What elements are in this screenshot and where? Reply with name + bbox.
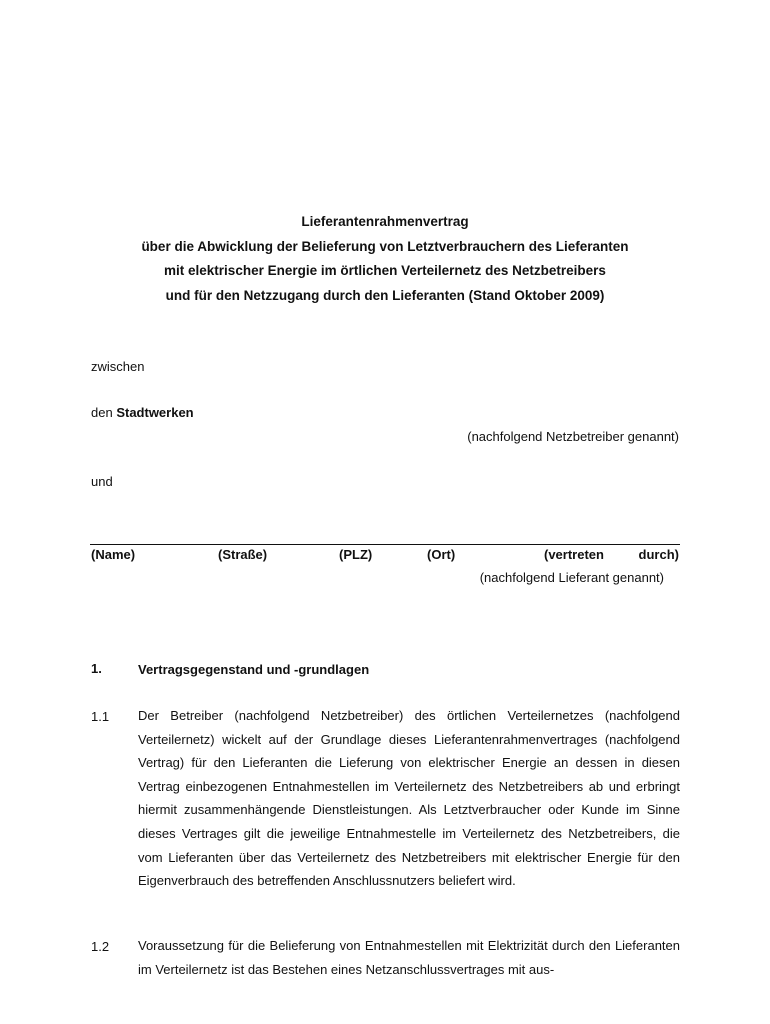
and-label: und bbox=[91, 474, 113, 489]
second-party-note: (nachfolgend Lieferant genannt) bbox=[479, 570, 664, 585]
field-zip: (PLZ) bbox=[339, 547, 373, 562]
title-line-2: über die Abwicklung der Belieferung von Letztverbrauchern des Lieferanten bbox=[141, 238, 629, 254]
clause-1-2-text: Voraussetzung für die Belieferung von Entnahmestellen mit Elektrizität durch den Lieferanten im Verteilernetz ist das Bestehen eines Netzanschlussvertrages mit aus- bbox=[138, 938, 680, 977]
clause-1-1-number: 1.1 bbox=[91, 709, 110, 724]
title-line-3: mit elektrischer Energie im örtlichen Verteilernetz des Netzbetreibers bbox=[164, 263, 606, 278]
section-1-number: 1. bbox=[91, 661, 102, 676]
title-line-1: Lieferantenrahmenvertrag bbox=[301, 214, 469, 229]
document-title bbox=[0, 210, 770, 308]
first-party-prefix: den bbox=[91, 405, 117, 420]
field-name: (Name) bbox=[91, 547, 136, 562]
signature-line bbox=[90, 544, 680, 545]
field-city: (Ort) bbox=[427, 547, 456, 562]
title-line-4: und für den Netzzugang durch den Lieferanten (Stand Oktober 2009) bbox=[165, 287, 605, 303]
field-by: durch) bbox=[638, 547, 679, 562]
section-1-heading: Vertragsgegenstand und -grundlagen bbox=[138, 662, 370, 677]
first-party-name: Stadtwerken bbox=[116, 405, 194, 420]
between-label: zwischen bbox=[91, 359, 145, 374]
field-street: (Straße) bbox=[218, 547, 268, 562]
first-party-note: (nachfolgend Netzbetreiber genannt) bbox=[467, 429, 679, 444]
first-party bbox=[91, 404, 194, 422]
clause-1-2-number: 1.2 bbox=[91, 939, 110, 954]
clause-1-1-text: Der Betreiber (nachfolgend Netzbetreiber) des örtlichen Verteilernetzes (nachfolgend Verteilernetz) wickelt auf der Grundlage dieses Lieferantenrahmenvertrages (nachfolgend Vertrag) für den Lieferanten die Lieferung von elektrischer Energie an dessen in diesen Vertrag einbezogenen Entnahmestellen im Verteilernetz des Netzbetreibers ab und erbringt hiermit zusammenhängende Dienstleistungen. Als Letztverbraucher oder Kunde im Sinne dieses Vertrages gilt die jeweilige Entnahmestelle im Verteilernetz des Netzbetreibers, die vom Lieferanten über das Verteilernetz des Netzbetreibers mit elektrischer Energie für den Eigenverbrauch des betreffenden Anschlussnutzers beliefert wird. bbox=[138, 708, 680, 889]
second-party-fields bbox=[91, 546, 679, 564]
field-represented: (vertreten bbox=[544, 547, 604, 562]
